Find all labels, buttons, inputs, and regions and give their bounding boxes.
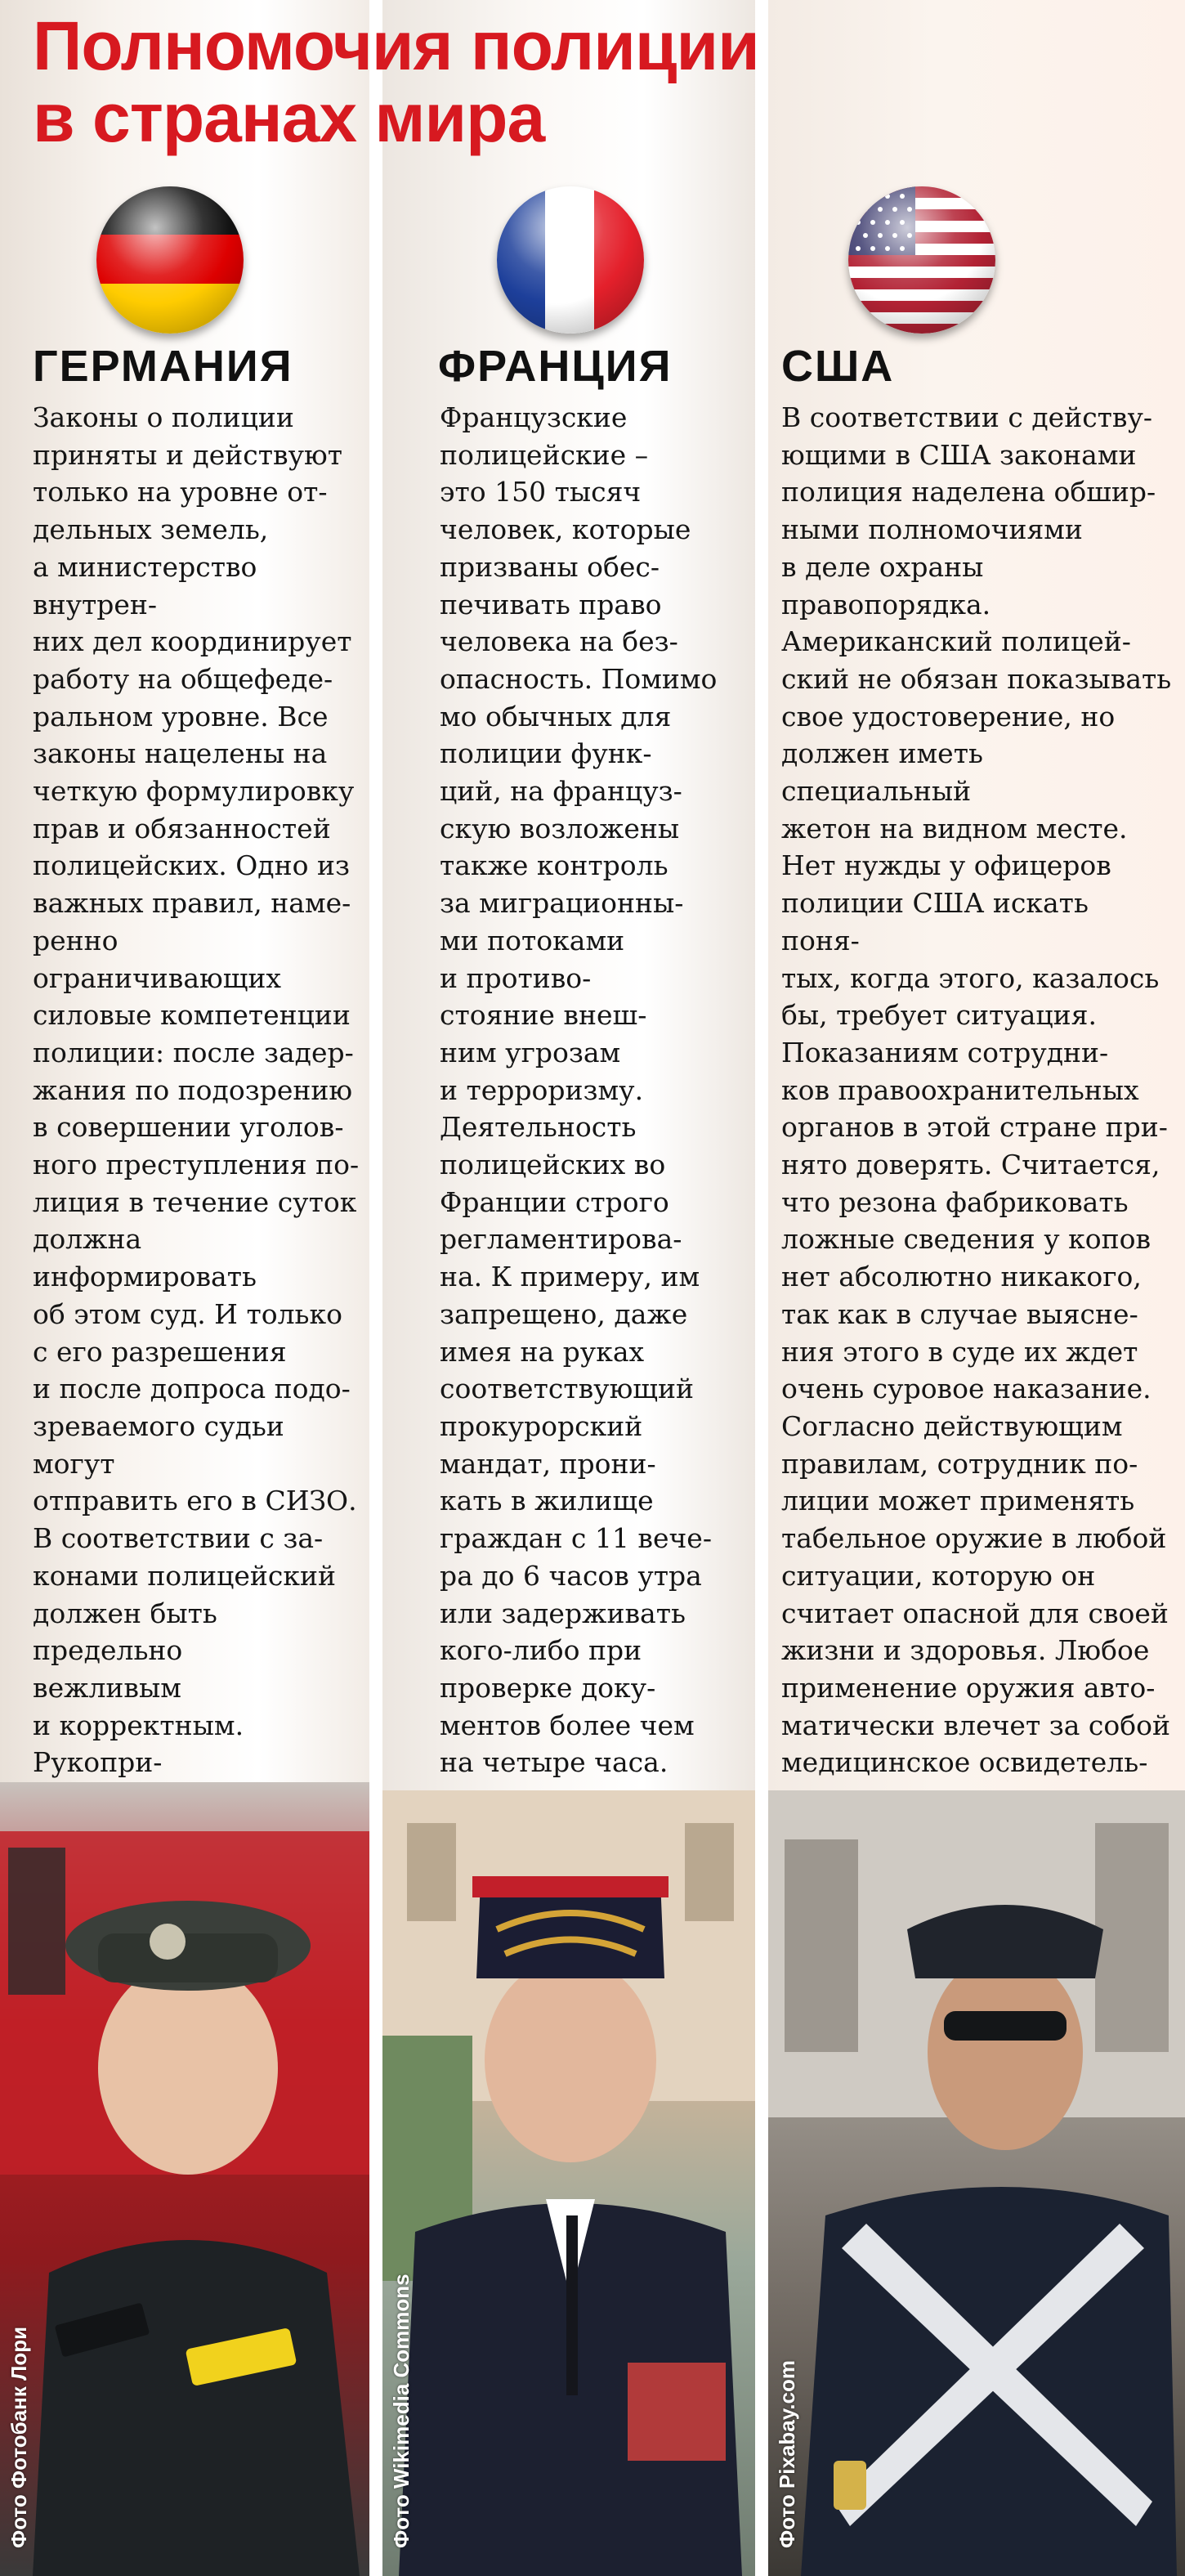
- page-title: [33, 7, 850, 156]
- article-text-germany: Законы о полиции приняты и действуют только на уровне от- дельных земель, а министерство внутрен- них дел координирует работу на общефеде- ральном уровне. Все законы нацелены на четкую формулировку прав и обязанностей полицейских. Одно из важных правил, наме- ренно ограничивающих силовые компетенции полиции: после задер- жания по подозрению в совершении уголов- ного преступления по- лиция в течение суток должна информировать об этом суд. И только с его разрешения и после допроса подо- зреваемого судьи могут отправить его в СИЗО. В соответствии с за- конами полицейский должен быть предельно вежливым и корректным. Рукопри-: [33, 401, 360, 1779]
- photo-credit-france: Фото Wikimedia Commons: [389, 2274, 414, 2548]
- photo-us-police-officer: [768, 1790, 1185, 2576]
- article-text-usa: В соответствии с действу- ющими в США законами полиция наделена обшир- ными полномочиями в деле охраны правопорядка. Американский полицей- ский не обязан показывать свое удостоверение, но должен иметь специальный жетон на видном месте. Нет нужды у офицеров полиции США искать поня- тых, когда этого, казалось бы, требует ситуация. Показаниям сотрудни- ков правоохранительных органов в этой стране при- нято доверять. Считается, что резона фабриковать ложные сведения у копов нет абсолютно никакого, так как в случае выясне- ния этого в суде их ждет очень суровое наказание. Согласно действующим правилам, сотрудник по- лиции может применять табельное оружие в любой ситуации, которую он считает опасной для своей жизни и здоровья. Любое применение оружия авто- матически влечет за собой медицинское освидетель-: [781, 401, 1172, 1779]
- usa-flag-icon: [848, 186, 995, 334]
- country-heading-usa: США: [781, 342, 895, 391]
- photo-french-police-officer: [382, 1790, 755, 2576]
- germany-flag-icon: [96, 186, 244, 334]
- country-heading-france: ФРАНЦИЯ: [438, 342, 673, 391]
- france-flag-icon: [497, 186, 644, 334]
- title-line-1: Полномочия полиции: [33, 7, 759, 84]
- photo-credit-usa: Фото Pixabay.com: [775, 2360, 799, 2548]
- photo-german-police-officer: [0, 1782, 369, 2576]
- column-divider: [755, 0, 768, 2576]
- country-heading-germany: ГЕРМАНИЯ: [33, 342, 293, 391]
- column-divider: [369, 0, 382, 2576]
- photo-credit-germany: Фото Фотобанк Лори: [7, 2326, 31, 2548]
- article-text-france: Французские полицейские – это 150 тысяч человек, которые призваны обес- печивать право человека на без- опасность. Помимо мо обычных для полиции функ- ций, на француз- скую возложены также контроль за миграционны- ми потоками и противо- стояние внеш- ним угрозам и терроризму. Деятельность полицейских во Франции строго регламентирова- на. К примеру, им запрещено, даже имея на руках соответствующий прокурорский мандат, прони- кать в жилище граждан с 11 вече- ра до 6 часов утра или задерживать кого-либо при проверке доку- ментов более чем на четыре часа.: [440, 401, 718, 1779]
- title-line-2: в странах мира: [33, 79, 545, 156]
